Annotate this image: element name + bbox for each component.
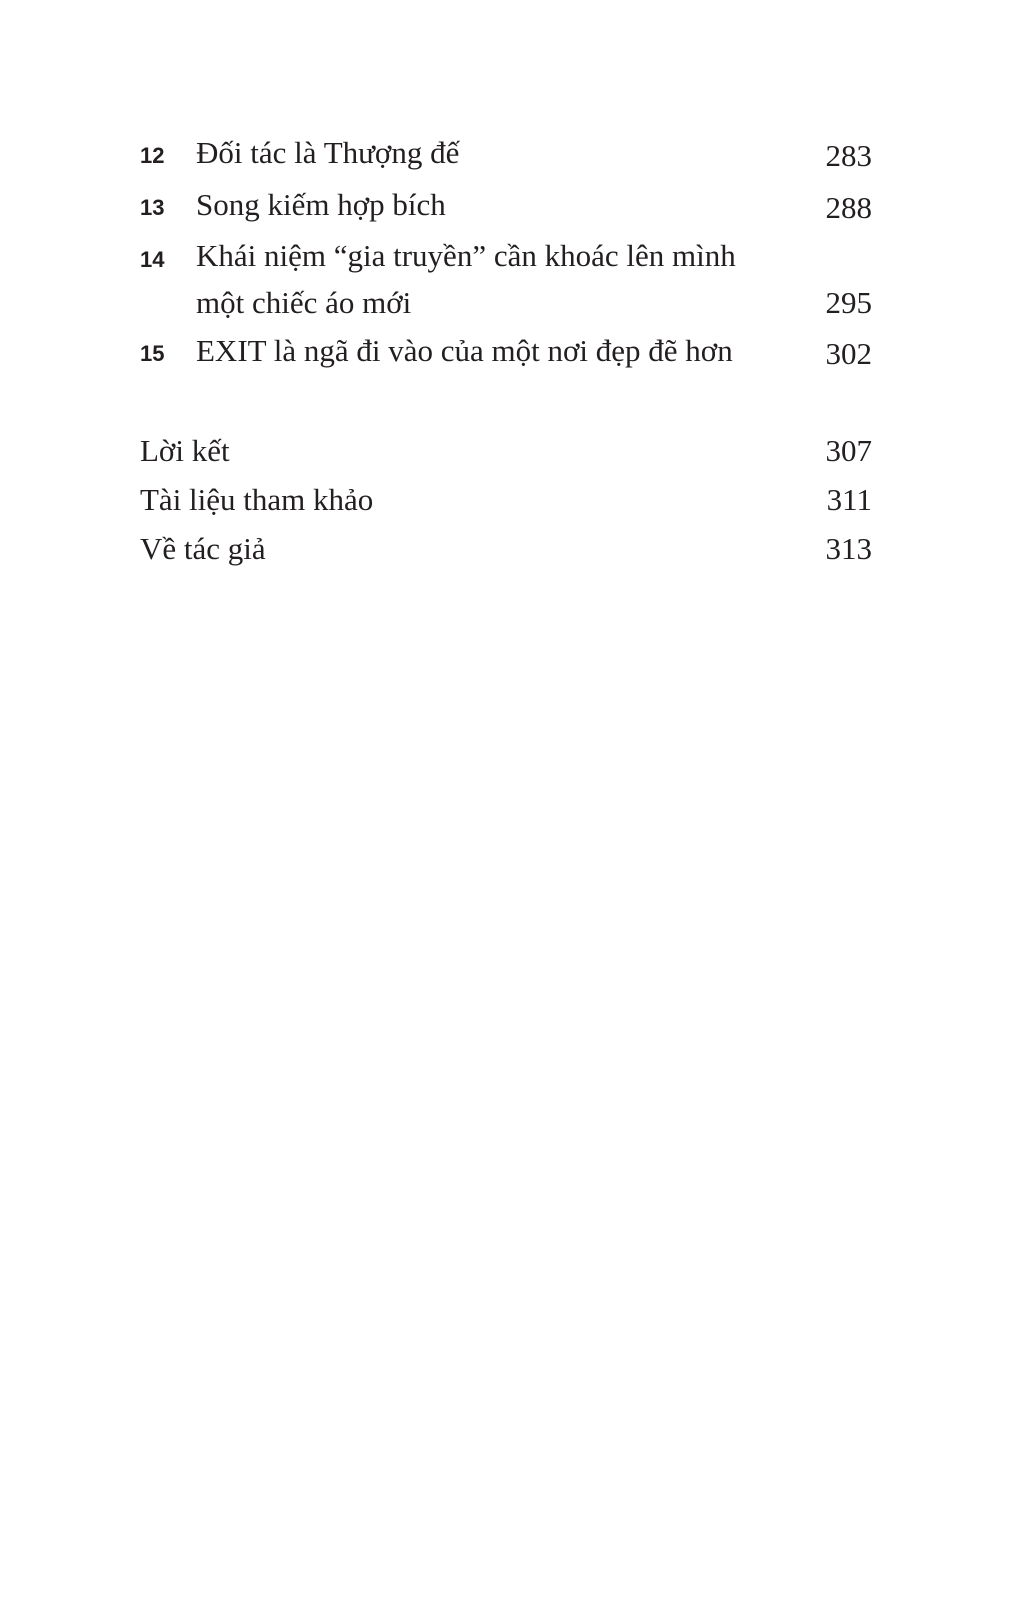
- toc-entry: [140, 128, 872, 180]
- toc-entry: [140, 475, 872, 524]
- toc-entry: [140, 180, 872, 232]
- toc-entry: [140, 524, 872, 573]
- toc-entry: [140, 326, 872, 378]
- page-number: 311: [826, 482, 872, 517]
- toc-entry: [140, 426, 872, 475]
- page-number: 288: [825, 190, 872, 225]
- page-number: 307: [825, 433, 872, 468]
- page-number: 295: [825, 285, 872, 320]
- chapter-title: Đối tác là Thượng đế: [196, 135, 460, 170]
- section-title: Tài liệu tham khảo: [140, 482, 374, 517]
- section-title: Lời kết: [140, 433, 230, 468]
- section-title: Về tác giả: [140, 531, 266, 566]
- chapter-number: 14: [140, 247, 165, 272]
- toc-entry: [140, 232, 872, 326]
- page-number: 313: [825, 531, 872, 566]
- page-number: 283: [825, 138, 872, 173]
- chapter-number: 15: [140, 341, 165, 366]
- chapter-number: 13: [140, 195, 165, 220]
- page-number: 302: [825, 336, 872, 371]
- chapter-number: 12: [140, 143, 165, 168]
- toc-back-matter-list: [140, 426, 872, 573]
- toc-chapter-list: [140, 128, 872, 378]
- chapter-title: Khái niệm “gia truyền” cần khoác lên mình một chiếc áo mới: [196, 238, 736, 320]
- chapter-title: Song kiếm hợp bích: [196, 187, 446, 222]
- chapter-title: EXIT là ngã đi vào của một nơi đẹp đẽ hơn: [196, 333, 733, 368]
